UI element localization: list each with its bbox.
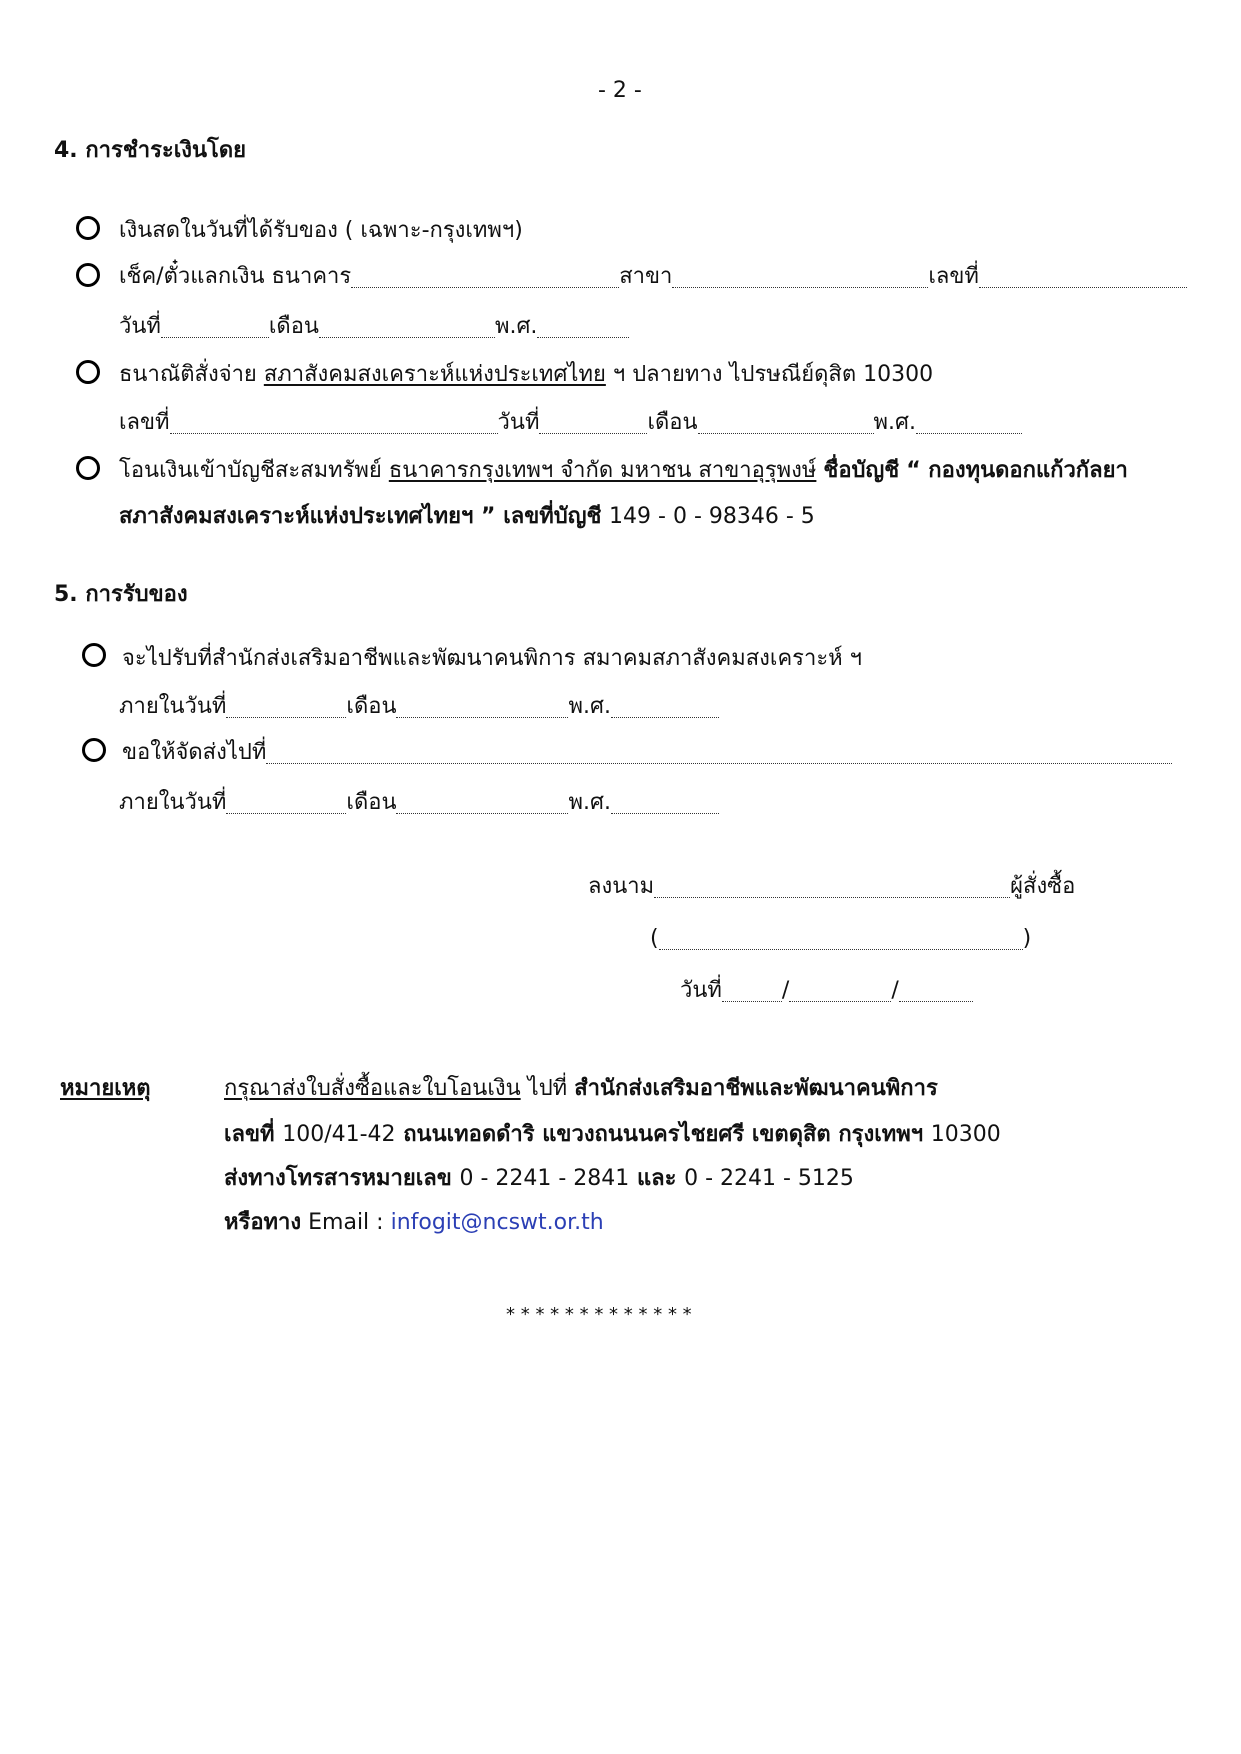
pickup-year-field[interactable]: [611, 699, 719, 718]
note-to: ไปที่: [520, 1076, 575, 1101]
note-email-link[interactable]: infogit@ncswt.or.th: [390, 1210, 604, 1235]
deliver-within-label: ภายในวันที่: [119, 790, 227, 815]
note-office-name: สำนักส่งเสริมอาชีพและพัฒนาคนพิการ: [574, 1076, 938, 1101]
section-5-title: 5. การรับของ: [54, 582, 188, 607]
deliver-month-label: เดือน: [346, 790, 397, 815]
deliver-day-field[interactable]: [226, 795, 346, 814]
deliver-year-field[interactable]: [611, 795, 719, 814]
payment-cash-label: เงินสดในวันที่ได้รับของ ( เฉพาะ-กรุงเทพฯ): [119, 218, 523, 243]
cheque-year-label: พ.ศ.: [494, 314, 538, 339]
note-or-label: หรือทาง: [224, 1210, 302, 1235]
pickup-day-field[interactable]: [226, 699, 346, 718]
pickup-year-label: พ.ศ.: [568, 694, 611, 719]
payment-transfer-radio[interactable]: [76, 456, 100, 480]
close-paren: ): [1022, 926, 1032, 951]
deliver-year-label: พ.ศ.: [568, 790, 611, 815]
money-order-day-label: วันที่: [497, 410, 540, 435]
transfer-account-name-1: “ กองทุนดอกแก้วกัลยา: [906, 458, 1128, 483]
signature-date-line: [680, 980, 973, 1002]
note-fax-2: 0 - 2241 - 5125: [684, 1166, 854, 1191]
cheque-line: [119, 266, 1187, 288]
cheque-number-label: เลขที่: [928, 264, 979, 289]
receive-deliver-label: ขอให้จัดส่งไปที่: [122, 740, 267, 765]
note-address-number: 100/41-42: [282, 1122, 396, 1147]
transfer-line-1: [119, 460, 1128, 482]
transfer-account-name-2: สภาสังคมสงเคราะห์แห่งประเทศไทยฯ ”: [119, 504, 496, 529]
money-order-number-label: เลขที่: [119, 410, 170, 435]
note-label: หมายเหตุ: [60, 1076, 151, 1101]
printed-name-line: [650, 928, 1031, 950]
cheque-year-field[interactable]: [537, 319, 629, 338]
cheque-bank-field[interactable]: [351, 269, 619, 288]
signature-line: [588, 876, 1075, 898]
note-line-3: [224, 1168, 854, 1190]
transfer-line-2: [119, 506, 815, 528]
cheque-number-field[interactable]: [979, 269, 1187, 288]
cheque-date-line: [119, 316, 629, 338]
cheque-month-field[interactable]: [319, 319, 495, 338]
signature-label: ลงนาม: [588, 874, 655, 899]
deliver-month-field[interactable]: [396, 795, 568, 814]
cheque-bank-label: เช็ค/ตั๋วแลกเงิน ธนาคาร: [119, 264, 352, 289]
pickup-date-line: [119, 696, 719, 718]
money-order-number-field[interactable]: [170, 415, 498, 434]
money-order-month-label: เดือน: [647, 410, 698, 435]
transfer-account-no: 149 - 0 - 98346 - 5: [609, 504, 815, 529]
money-order-day-field[interactable]: [539, 415, 647, 434]
money-order-payee: สภาสังคมสงเคราะห์แห่งประเทศไทย: [263, 362, 606, 387]
cheque-month-label: เดือน: [268, 314, 319, 339]
deliver-line: [122, 742, 1172, 764]
receive-pickup-radio[interactable]: [82, 643, 106, 667]
date-slash-1: /: [781, 978, 790, 1003]
pickup-month-field[interactable]: [396, 699, 568, 718]
receive-pickup-label: จะไปรับที่สำนักส่งเสริมอาชีพและพัฒนาคนพิการ สมาคมสภาสังคมสงเคราะห์ ฯ: [122, 646, 862, 671]
transfer-account-name-label: ชื่อบัญชี: [823, 458, 900, 483]
note-line-2: [224, 1124, 1001, 1146]
note-address-zip: 10300: [930, 1122, 1001, 1147]
section-4-title: 4. การชำระเงินโดย: [54, 138, 247, 163]
cheque-day-field[interactable]: [161, 319, 269, 338]
money-order-prefix: ธนาณัติสั่งจ่าย: [119, 362, 257, 387]
signature-month-field[interactable]: [789, 983, 891, 1002]
pickup-month-label: เดือน: [346, 694, 397, 719]
note-fax-and: และ: [629, 1166, 685, 1191]
signature-date-label: วันที่: [680, 978, 722, 1003]
payment-cash-radio[interactable]: [76, 216, 100, 240]
receive-deliver-radio[interactable]: [82, 738, 106, 762]
signature-day-field[interactable]: [722, 983, 782, 1002]
deliver-date-line: [119, 792, 719, 814]
cheque-branch-label: สาขา: [619, 264, 673, 289]
note-fax-1: 0 - 2241 - 2841: [459, 1166, 630, 1191]
cheque-branch-field[interactable]: [672, 269, 928, 288]
transfer-bank: ธนาคารกรุงเทพฯ จำกัด มหาชน สาขาอุรุพงษ์: [388, 458, 817, 483]
signature-year-field[interactable]: [899, 983, 973, 1002]
open-paren: (: [650, 926, 659, 951]
printed-name-field[interactable]: [659, 931, 1023, 950]
money-order-year-label: พ.ศ.: [873, 410, 916, 435]
signature-field[interactable]: [654, 879, 1010, 898]
money-order-line: [119, 364, 933, 386]
transfer-account-no-label: เลขที่บัญชี: [503, 504, 602, 529]
end-stars: * * * * * * * * * * * * *: [506, 1304, 692, 1325]
note-send-instruction: กรุณาส่งใบสั่งซื้อและใบโอนเงิน: [224, 1076, 521, 1101]
buyer-label: ผู้สั่งซื้อ: [1010, 874, 1076, 899]
note-email-label: Email :: [301, 1210, 391, 1235]
money-order-month-field[interactable]: [698, 415, 874, 434]
note-fax-label: ส่งทางโทรสารหมายเลข: [224, 1166, 460, 1191]
payment-money-order-radio[interactable]: [76, 360, 100, 384]
transfer-prefix: โอนเงินเข้าบัญชีสะสมทรัพย์: [119, 458, 382, 483]
money-order-suffix: ฯ ปลายทาง ไปรษณีย์ดุสิต 10300: [612, 362, 934, 387]
note-line-1: [224, 1078, 938, 1100]
date-slash-2: /: [891, 978, 899, 1003]
cheque-day-label: วันที่: [119, 314, 161, 339]
payment-cheque-radio[interactable]: [76, 263, 100, 287]
deliver-address-field[interactable]: [266, 745, 1172, 764]
money-order-year-field[interactable]: [916, 415, 1022, 434]
note-address-label: เลขที่: [224, 1122, 283, 1147]
page-number: - 2 -: [598, 78, 642, 103]
pickup-within-label: ภายในวันที่: [119, 694, 227, 719]
money-order-detail-line: [119, 412, 1022, 434]
note-line-4: [224, 1212, 604, 1234]
note-address-street: ถนนเทอดดำริ แขวงถนนนครไชยศรี เขตดุสิต กรุงเทพฯ: [395, 1122, 931, 1147]
